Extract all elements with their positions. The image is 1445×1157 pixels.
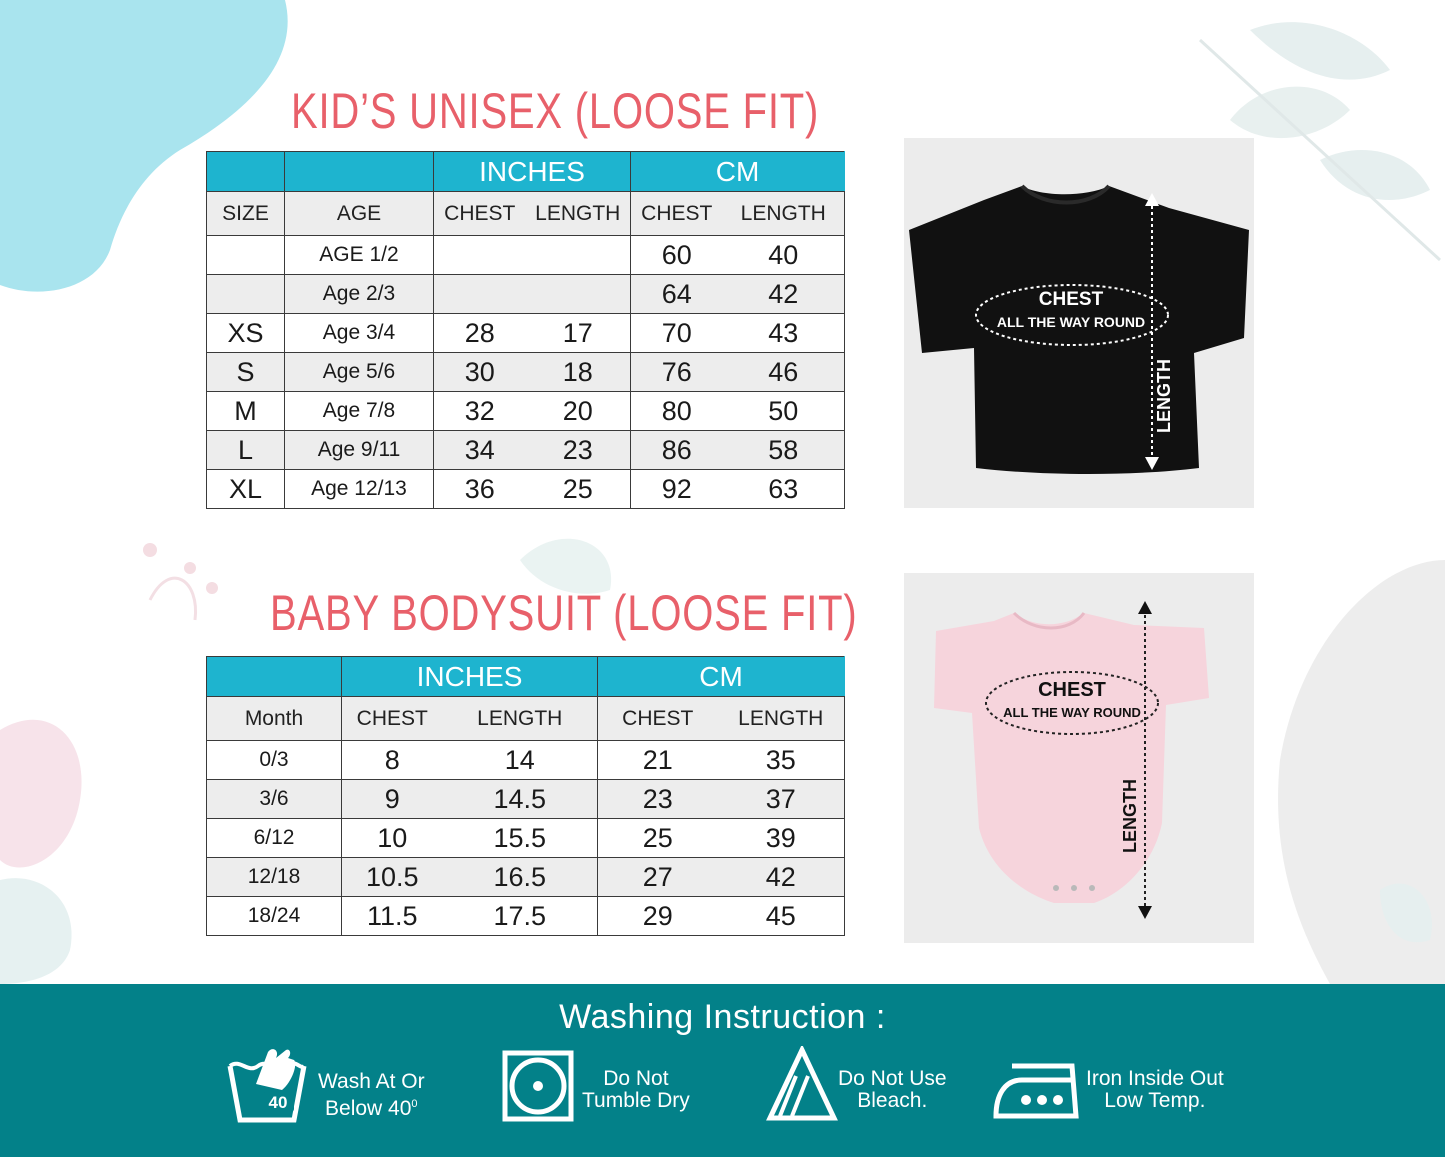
cm-chest-cell: 86 xyxy=(631,431,723,470)
cm-chest-cell: 25 xyxy=(598,819,718,858)
table-row xyxy=(207,819,845,858)
table-row xyxy=(207,275,845,314)
table-row xyxy=(207,897,845,936)
in-chest-cell xyxy=(434,275,526,314)
in-length-cell: 17 xyxy=(526,314,631,353)
no-bleach-icon xyxy=(766,1046,838,1122)
wash-item-bleach xyxy=(766,1044,986,1144)
cm-chest-cell: 27 xyxy=(598,858,718,897)
in-length-cell: 25 xyxy=(526,470,631,509)
cm-chest-cell: 70 xyxy=(631,314,723,353)
col-cm-chest: CHEST xyxy=(631,192,723,236)
month-cell: 3/6 xyxy=(207,780,342,819)
in-length-cell: 14 xyxy=(443,741,598,780)
in-chest-cell: 9 xyxy=(342,780,443,819)
cm-length-cell: 42 xyxy=(723,275,845,314)
in-chest-cell: 30 xyxy=(434,353,526,392)
header-blank xyxy=(207,657,342,697)
cm-chest-cell: 21 xyxy=(598,741,718,780)
age-cell: Age 9/11 xyxy=(285,431,434,470)
size-cell: XL xyxy=(207,470,285,509)
age-cell: Age 5/6 xyxy=(285,353,434,392)
iron-low-icon xyxy=(992,1056,1082,1120)
in-length-cell: 16.5 xyxy=(443,858,598,897)
size-cell: XS xyxy=(207,314,285,353)
table-group-header xyxy=(207,657,845,697)
no-tumble-dry-icon xyxy=(502,1050,574,1122)
cm-chest-cell: 64 xyxy=(631,275,723,314)
length-label: LENGTH xyxy=(1154,359,1174,433)
wash-label-line2: Bleach. xyxy=(857,1089,928,1112)
col-cm-length: LENGTH xyxy=(718,697,845,741)
chest-label: CHEST xyxy=(1038,289,1104,310)
in-length-cell xyxy=(526,275,631,314)
cm-length-cell: 37 xyxy=(718,780,845,819)
table-row xyxy=(207,741,845,780)
col-in-length: LENGTH xyxy=(443,697,598,741)
in-chest-cell: 34 xyxy=(434,431,526,470)
kids-size-table xyxy=(206,151,845,509)
col-cm-length: LENGTH xyxy=(723,192,845,236)
wash-label-line1: Wash At Or xyxy=(318,1070,425,1093)
col-in-chest: CHEST xyxy=(434,192,526,236)
wash-label-line2: Tumble Dry xyxy=(582,1089,690,1112)
age-cell: Age 3/4 xyxy=(285,314,434,353)
table-column-header xyxy=(207,192,845,236)
month-cell: 0/3 xyxy=(207,741,342,780)
table-row xyxy=(207,236,845,275)
cm-length-cell: 58 xyxy=(723,431,845,470)
wash-item-tumble xyxy=(502,1044,722,1144)
wash-item-iron xyxy=(992,1044,1252,1144)
col-in-length: LENGTH xyxy=(526,192,631,236)
age-cell: Age 2/3 xyxy=(285,275,434,314)
table-row xyxy=(207,470,845,509)
kids-section-title: KID’S UNISEX (LOOSE FIT) xyxy=(291,83,820,139)
washing-instructions-footer xyxy=(0,984,1445,1157)
col-cm-chest: CHEST xyxy=(598,697,718,741)
in-length-cell: 15.5 xyxy=(443,819,598,858)
tshirt-image xyxy=(904,138,1254,508)
in-length-cell: 20 xyxy=(526,392,631,431)
in-chest-cell: 11.5 xyxy=(342,897,443,936)
header-blank xyxy=(207,152,285,192)
wash-label-line2: Low Temp. xyxy=(1104,1089,1206,1112)
bodysuit-measure-diagram xyxy=(904,573,1254,943)
chest-label: CHEST xyxy=(1038,679,1106,701)
cm-chest-cell: 76 xyxy=(631,353,723,392)
size-cell: S xyxy=(207,353,285,392)
in-length-cell: 17.5 xyxy=(443,897,598,936)
cm-chest-cell: 23 xyxy=(598,780,718,819)
col-age: AGE xyxy=(285,192,434,236)
in-chest-cell: 28 xyxy=(434,314,526,353)
table-row xyxy=(207,431,845,470)
wash-label-line1: Do Not Use xyxy=(838,1067,947,1090)
in-chest-cell: 32 xyxy=(434,392,526,431)
wash-label xyxy=(318,1071,425,1120)
degree-sup: 0 xyxy=(411,1098,418,1110)
in-chest-cell: 10.5 xyxy=(342,858,443,897)
in-length-cell: 14.5 xyxy=(443,780,598,819)
bodysuit-image xyxy=(904,573,1254,943)
table-group-header xyxy=(207,152,845,192)
cm-length-cell: 40 xyxy=(723,236,845,275)
cm-length-cell: 43 xyxy=(723,314,845,353)
table-column-header xyxy=(207,697,845,741)
cm-length-cell: 39 xyxy=(718,819,845,858)
table-row xyxy=(207,858,845,897)
in-chest-cell: 10 xyxy=(342,819,443,858)
header-cm: CM xyxy=(598,657,845,697)
chest-sub-label: ALL THE WAY ROUND xyxy=(996,314,1146,330)
size-cell: M xyxy=(207,392,285,431)
cm-length-cell: 42 xyxy=(718,858,845,897)
table-row xyxy=(207,353,845,392)
cm-chest-cell: 80 xyxy=(631,392,723,431)
wash-item-temperature xyxy=(226,1044,446,1144)
baby-size-table xyxy=(206,656,845,936)
size-cell xyxy=(207,275,285,314)
col-month: Month xyxy=(207,697,342,741)
wash-label xyxy=(838,1068,947,1112)
cm-length-cell: 50 xyxy=(723,392,845,431)
col-in-chest: CHEST xyxy=(342,697,443,741)
chest-sub-label: ALL THE WAY ROUND xyxy=(1003,705,1141,720)
in-length-cell: 23 xyxy=(526,431,631,470)
cm-length-cell: 63 xyxy=(723,470,845,509)
cm-length-cell: 35 xyxy=(718,741,845,780)
in-length-cell xyxy=(526,236,631,275)
wash-label xyxy=(1086,1068,1224,1112)
wash-40-badge: 40 xyxy=(268,1093,288,1112)
in-chest-cell xyxy=(434,236,526,275)
cm-chest-cell: 92 xyxy=(631,470,723,509)
size-cell: L xyxy=(207,431,285,470)
table-row xyxy=(207,392,845,431)
wash-label-line1: Do Not xyxy=(603,1067,669,1090)
wash-40-icon xyxy=(226,1044,310,1126)
header-cm: CM xyxy=(631,152,845,192)
age-cell: Age 12/13 xyxy=(285,470,434,509)
cm-length-cell: 45 xyxy=(718,897,845,936)
header-blank xyxy=(285,152,434,192)
in-chest-cell: 8 xyxy=(342,741,443,780)
wash-label-line1: Iron Inside Out xyxy=(1086,1067,1224,1090)
month-cell: 12/18 xyxy=(207,858,342,897)
baby-section-title: BABY BODYSUIT (LOOSE FIT) xyxy=(270,585,858,641)
month-cell: 6/12 xyxy=(207,819,342,858)
header-inches: INCHES xyxy=(434,152,631,192)
table-row xyxy=(207,780,845,819)
cm-length-cell: 46 xyxy=(723,353,845,392)
table-row xyxy=(207,314,845,353)
age-cell: Age 7/8 xyxy=(285,392,434,431)
age-cell: AGE 1/2 xyxy=(285,236,434,275)
cm-chest-cell: 29 xyxy=(598,897,718,936)
in-length-cell: 18 xyxy=(526,353,631,392)
header-inches: INCHES xyxy=(342,657,598,697)
washing-title: Washing Instruction : xyxy=(559,998,886,1036)
col-size: SIZE xyxy=(207,192,285,236)
wash-label xyxy=(582,1068,690,1112)
length-label: LENGTH xyxy=(1120,779,1140,853)
size-cell xyxy=(207,236,285,275)
month-cell: 18/24 xyxy=(207,897,342,936)
tshirt-measure-diagram xyxy=(904,138,1254,508)
wash-label-line2: Below 40 xyxy=(325,1097,412,1120)
cm-chest-cell: 60 xyxy=(631,236,723,275)
in-chest-cell: 36 xyxy=(434,470,526,509)
